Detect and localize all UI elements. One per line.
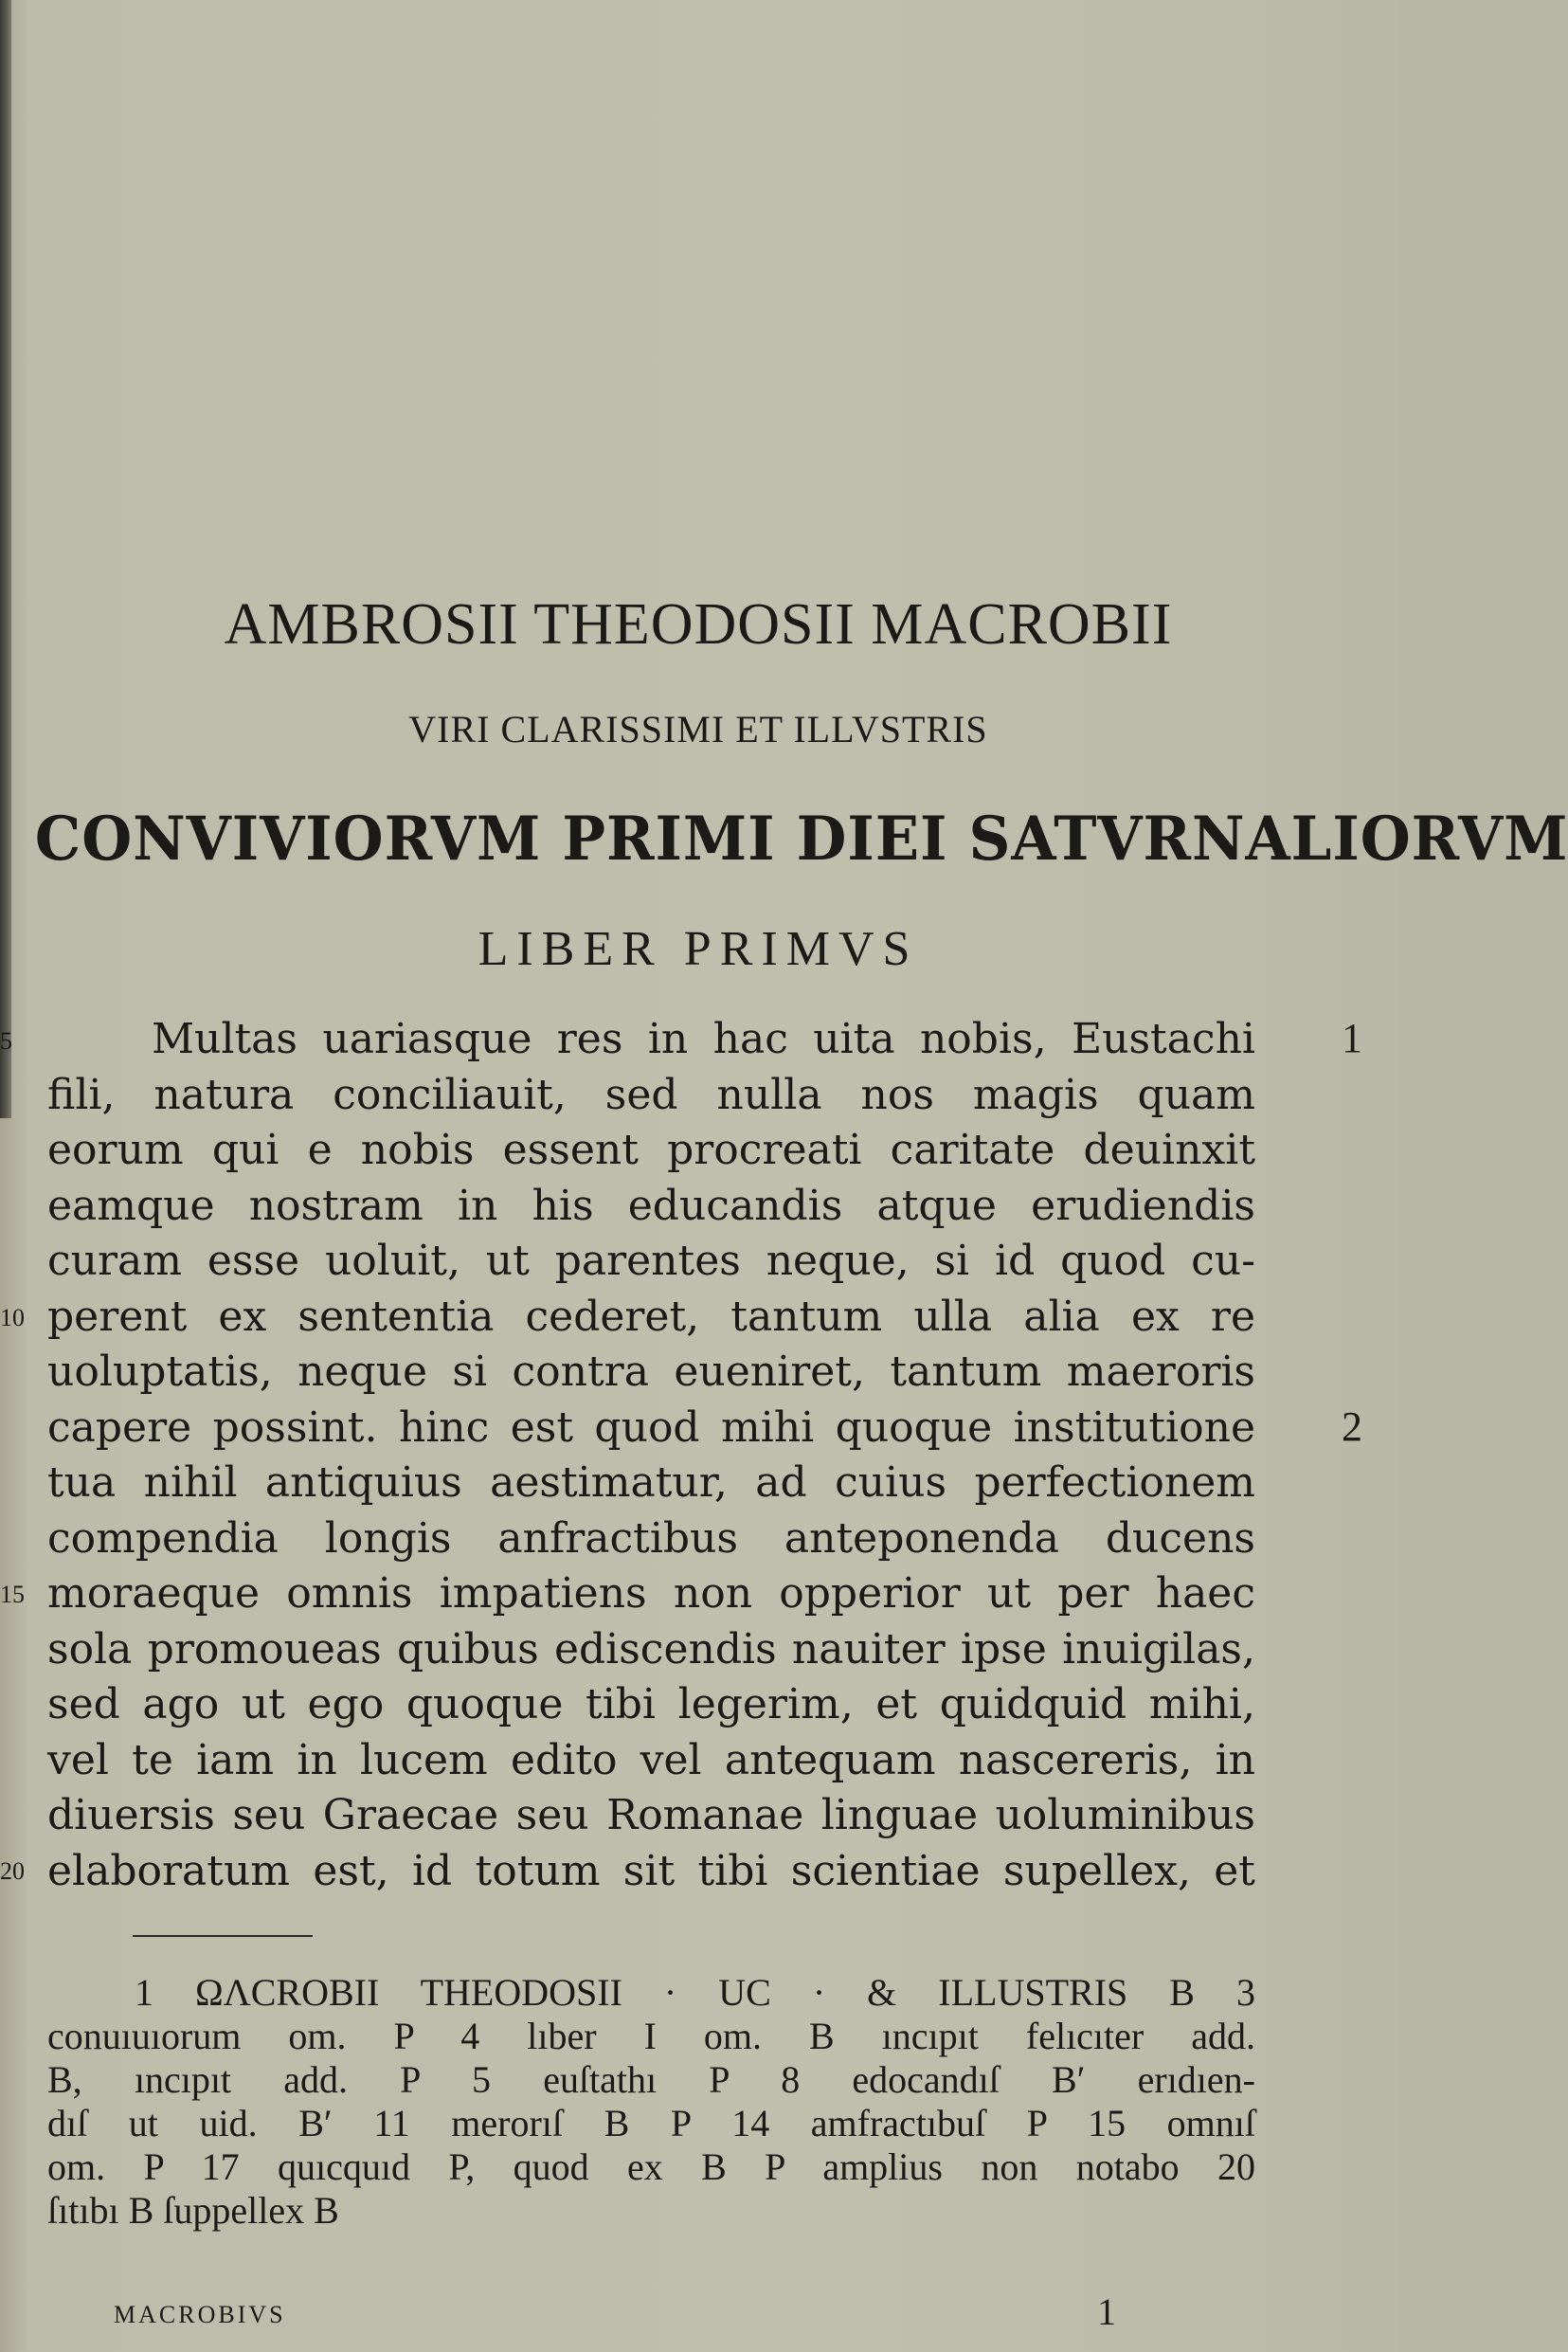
line-number: 10 <box>0 1304 25 1331</box>
text-line: fili, natura conciliauit, sed nulla nos magis quam <box>47 1070 1255 1119</box>
line-number: 5 <box>0 1027 12 1055</box>
text-line: tua nihil antiquius aestimatur, ad cuius perfectionem <box>47 1458 1255 1507</box>
author-subtitle: VIRI CLARISSIMI ET ILLVSTRIS <box>408 708 988 751</box>
text-line: curam esse uoluit, ut parentes neque, si id quod cu- <box>47 1237 1255 1285</box>
apparatus-line: conuıuıorum om. P 4 lıber I om. B ıncıpıt felıcıter add. <box>47 2015 1255 2057</box>
footnote-rule <box>133 1935 313 1937</box>
text-line: elaboratum est, id totum sit tibi scientiae supellex, et <box>47 1846 1255 1895</box>
text-line: capere possint. hinc est quod mihi quoque institutione <box>47 1402 1255 1452</box>
running-title: MACROBIVS <box>114 2301 286 2328</box>
page-number: 1 <box>1097 2290 1116 2333</box>
text-line: moraeque omnis impatiens non opperior ut per haec <box>47 1569 1255 1618</box>
apparatus-line: ſıtıbı B ſuppellex B <box>47 2189 339 2232</box>
apparatus-line: dıſ ut uid. B′ 11 merorıſ B P 14 amfractıbuſ P 15 omnıſ <box>47 2102 1255 2144</box>
book-title: LIBER PRIMVS <box>478 922 919 976</box>
author-title: AMBROSII THEODOSII MACROBII <box>224 592 1173 657</box>
apparatus-line: 1 ΩΛCROBII THEODOSII · UC · & ILLUSTRIS B 3 <box>135 1971 1255 2014</box>
text-line: Multas uariasque res in hac uita nobis, Eustachi <box>152 1015 1255 1063</box>
text-line: compendia longis anfractibus anteponenda ducens <box>47 1513 1255 1563</box>
text-line: uoluptatis, neque si contra eueniret, tantum maeroris <box>47 1348 1255 1396</box>
section-number: 2 <box>1342 1403 1362 1450</box>
work-title: CONVIVIORVM PRIMI DIEI SATVRNALIORVM <box>34 804 1568 875</box>
text-line: perent ex sententia cederet, tantum ulla alia ex re <box>47 1292 1255 1341</box>
critical-apparatus <box>47 1971 1322 2233</box>
text-line: eorum qui e nobis essent procreati caritate deuinxit <box>47 1126 1255 1174</box>
section-number: 1 <box>1342 1015 1362 1061</box>
apparatus-line: B, ıncıpıt add. P 5 euſtathı P 8 edocandıſ B′ erıdıen- <box>47 2058 1255 2101</box>
text-line: sed ago ut ego quoque tibi legerim, et quidquid mihi, <box>47 1680 1255 1728</box>
text-line: vel te iam in lucem edito vel antequam nascereris, in <box>47 1735 1255 1784</box>
line-number: 20 <box>0 1857 25 1885</box>
text-line: sola promoueas quibus ediscendis nauiter ipse inuigilas, <box>47 1624 1255 1674</box>
text-line: eamque nostram in his educandis atque erudiendis <box>47 1181 1255 1230</box>
main-text <box>47 1012 1322 1899</box>
apparatus-line: om. P 17 quıcquıd P, quod ex B P amplius non notabo 20 <box>47 2145 1255 2188</box>
text-line: diuersis seu Graecae seu Romanae linguae uoluminibus <box>47 1791 1255 1839</box>
line-number: 15 <box>0 1581 25 1608</box>
